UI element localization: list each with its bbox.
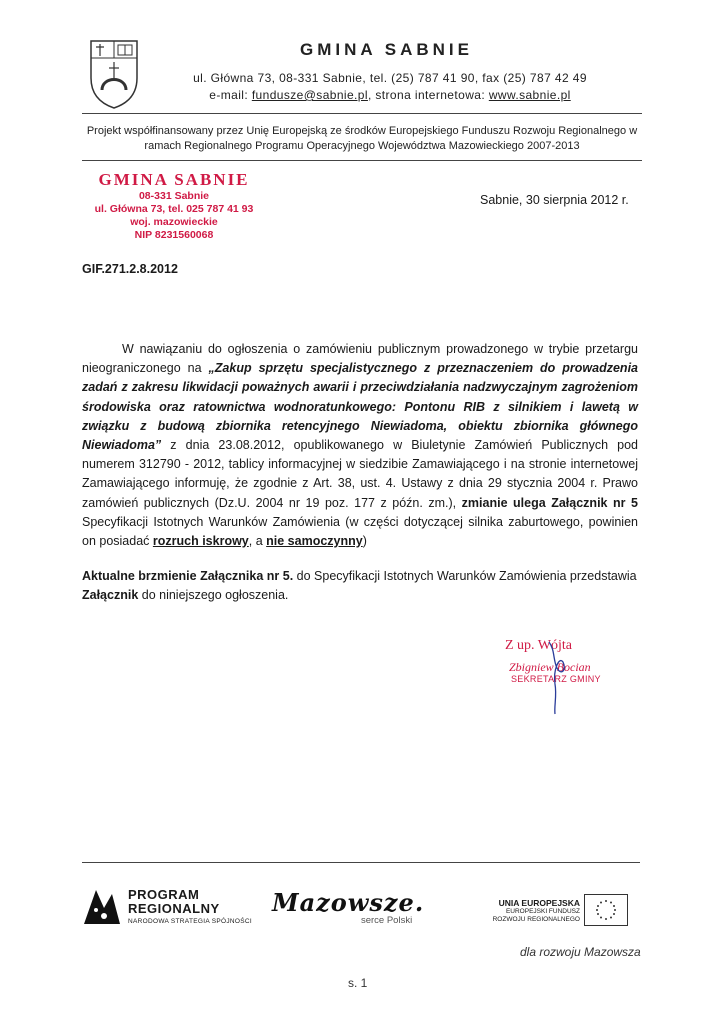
requirement-spark: rozruch iskrowy: [152, 534, 249, 549]
email-prefix: e-mail:: [209, 88, 252, 102]
stamp-line2: ul. Główna 73, tel. 025 787 41 93: [94, 203, 254, 215]
body-part2: z dnia 23.08.2012, opublikowanego w Biuletynie Zamówień Publicznych pod numerem 312790 - 2012, tablicy informacyjnej w siedzibie Zamawiającego i na stronie internetowej Zamawiającego informuję, że zgodnie z Art. 38, ust. 4. Ustawy z dnia 29 stycznia 2004 r. Prawo zamówień publicznych (Dz.U. 2004 nr 19 poz. 177 z późn. zm.),: [82, 438, 638, 510]
mazowsze-sub: serce Polski: [360, 915, 413, 926]
mazowsze-logo: [272, 888, 424, 926]
requirement-not-auto: nie samoczynny: [266, 534, 363, 549]
program-line1: PROGRAM: [128, 887, 200, 902]
page-number: s. 1: [348, 976, 368, 990]
eu-sub2: ROZWOJU REGIONALNEGO: [492, 916, 580, 923]
program-regionalny-text: [128, 888, 252, 925]
office-stamp: [86, 170, 262, 242]
eu-sub1: EUROPEJSKI FUNDUSZ: [505, 908, 580, 915]
letter-date: Sabnie, 30 sierpnia 2012 r.: [480, 193, 629, 207]
body-part5: ): [362, 534, 367, 549]
stamp-line3: woj. mazowieckie: [130, 216, 218, 228]
signature-line1: Z up. Wójta: [505, 638, 573, 653]
program-regionalny-logo-icon: [82, 886, 122, 926]
tender-title: „Zakup sprzętu specjalistycznego z przeznaczeniem do prowadzenia zadań z zakresu likwidacji poważnych awarii i przeciwdziałania nadzwyczajnym zagrożeniom środowiska oraz ratownictwa wodnoratunkowego: Pontonu RIB z silnikiem i lawetą w związku z budową zbiornika retencyjnego Niewiadoma, obiektu zbiornika głównego Niewiadoma”: [82, 361, 638, 453]
website-link[interactable]: www.sabnie.pl: [488, 88, 571, 102]
project-note: Projekt współfinansowany przez Unię Europejską ze środków Europejskiego Funduszu Rozwoju Regionalnego w ramach Regionalnego Programu Operacyjnego Województwa Mazowieckiego 2007-2013: [86, 125, 638, 152]
closing-paragraph: [82, 567, 638, 605]
stamp-line1: 08-331 Sabnie: [138, 190, 210, 202]
header-address: ul. Główna 73, 08-331 Sabnie, tel. (25) 787 41 90, fax (25) 787 42 49: [193, 71, 587, 85]
footer-tagline: dla rozwoju Mazowsza: [520, 945, 641, 959]
header-divider: [82, 113, 642, 114]
stamp-name: GMINA SABNIE: [98, 170, 250, 189]
closing-bold1: Aktualne brzmienie Załącznika nr 5.: [82, 569, 294, 583]
header-title: GMINA SABNIE: [300, 40, 473, 59]
closing-mid: do Specyfikacji Istotnych Warunków Zamówienia przedstawia: [293, 569, 637, 583]
closing-end: do niniejszego ogłoszenia.: [138, 588, 289, 603]
stamp-line4: NIP 8231560068: [134, 229, 214, 241]
letter-body: [82, 340, 638, 551]
project-divider: [82, 160, 642, 161]
eu-title: UNIA EUROPEJSKA: [498, 898, 580, 908]
body-part4: , a: [248, 534, 267, 549]
email-link[interactable]: fundusze@sabnie.pl: [251, 88, 368, 102]
closing-bold2: Załącznik: [82, 588, 139, 603]
footer-divider: [82, 862, 640, 863]
reference-number: GIF.271.2.8.2012: [82, 262, 178, 276]
change-notice: zmianie ulega Załącznik nr 5: [461, 495, 638, 510]
handwritten-signature-icon: [545, 640, 575, 716]
web-prefix: , strona internetowa:: [367, 88, 489, 102]
header-contact: [180, 70, 600, 104]
signature-name: Zbigniew Bocian: [509, 660, 591, 674]
body-part3: Specyfikacji Istotnych Warunków Zamówienia (w części dotyczącej silnika zaburtowego, powinien on posiadać: [82, 514, 638, 549]
mazowsze-wordmark: Mazowsze.: [272, 888, 425, 917]
program-line2: REGIONALNY: [128, 901, 220, 916]
gmina-crest-icon: [88, 38, 140, 110]
eu-text: [470, 898, 580, 924]
eu-flag-icon: [584, 894, 628, 926]
signature-role: SEKRETARZ GMINY: [511, 674, 601, 684]
body-part1: W nawiązaniu do ogłoszenia o zamówieniu publicznym prowadzonego w trybie przetargu nieograniczonego na: [82, 342, 638, 376]
program-sub: NARODOWA STRATEGIA SPÓJNOŚCI: [128, 918, 252, 925]
signature-stamp: [505, 638, 645, 684]
